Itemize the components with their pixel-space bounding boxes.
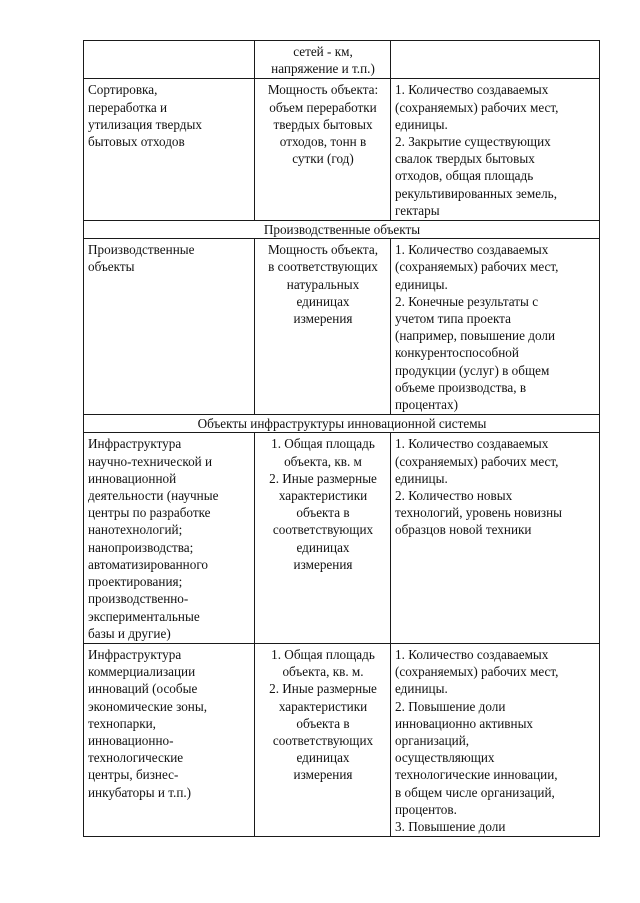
cell-text-line: центры по разработке (88, 505, 211, 521)
cell-text-line: базы и другие) (88, 625, 171, 641)
capacity-cell (255, 433, 391, 643)
cell-text-line: единицы. (395, 116, 448, 132)
cell-text-line: инновационно активных (395, 715, 534, 731)
cell-text-line: единицах (296, 293, 350, 309)
cell-text-line: деятельности (научные (88, 488, 219, 504)
cell-text-line: организаций, (395, 732, 470, 748)
cell-text-line: инкубаторы и т.п.) (88, 784, 192, 800)
cell-text-line: измерения (293, 556, 353, 572)
cell-text-line: объекты (88, 259, 135, 275)
cell-text-line: соответствующих (272, 522, 374, 538)
cell-text-line: образцов новой техники (395, 522, 532, 538)
cell-text-line: 1. Количество создаваемых (395, 82, 549, 98)
cell-text-line: Сортировка, (88, 82, 158, 98)
cell-text-line: Мощность объекта, (267, 242, 378, 258)
cell-text-line: характеристики (278, 698, 368, 714)
cell-text-line: автоматизированного (88, 556, 209, 572)
table-row (84, 41, 600, 79)
capacity-cell (255, 41, 391, 79)
cell-text-line: (сохраняемых) рабочих мест, (395, 259, 559, 275)
table-body (84, 41, 600, 837)
cell-text-line: напряжение и т.п.) (271, 61, 375, 77)
cell-text-line: 1. Общая площадь (271, 436, 375, 452)
cell-text-line: нанопроизводства; (88, 539, 194, 555)
cell-text-line: процентах) (395, 397, 458, 413)
cell-text-line: единицы. (395, 276, 448, 292)
cell-text-line: Инфраструктура (88, 436, 182, 452)
table-row (84, 239, 600, 415)
section-header-row (84, 221, 600, 239)
cell-text-line: в соответствующих (268, 259, 378, 275)
cell-text-line: (например, повышение доли (395, 328, 556, 344)
cell-text-line: Производственные (88, 242, 195, 258)
cell-text-line: отходов, тонн в (279, 134, 367, 150)
cell-text-line: рекультивированных земель, (395, 185, 557, 201)
object-type-cell (84, 433, 255, 643)
cell-text-line: коммерциализации (88, 664, 196, 680)
cell-text-line: бытовых отходов (88, 134, 185, 150)
cell-text-line: единицы. (395, 470, 448, 486)
cell-text-line: научно-технической и (88, 453, 213, 469)
cell-text-line: в общем числе организаций, (395, 784, 555, 800)
cell-text-line: объеме производства, в (395, 379, 527, 395)
table-row (84, 79, 600, 221)
cell-text-line: экономические зоны, (88, 698, 208, 714)
results-cell (391, 643, 600, 836)
cell-text-line: натуральных (286, 276, 360, 292)
cell-text-line: единицах (296, 750, 350, 766)
capacity-cell (255, 79, 391, 221)
cell-text-line: 2. Иные размерные (269, 681, 377, 697)
cell-text-line: (сохраняемых) рабочих мест, (395, 664, 559, 680)
cell-text-line: гектары (395, 202, 440, 218)
cell-text-line: единицы. (395, 681, 448, 697)
capacity-cell (255, 239, 391, 415)
cell-text-line: сутки (год) (292, 151, 354, 167)
cell-text-line: 3. Повышение доли (395, 818, 506, 834)
cell-text-line: измерения (293, 767, 353, 783)
cell-text-line: 1. Количество создаваемых (395, 436, 549, 452)
capacity-cell (255, 643, 391, 836)
cell-text-line: проектирования; (88, 574, 183, 590)
cell-text-line: инноваций (особые (88, 681, 198, 697)
cell-text-line: конкурентоспособной (395, 345, 519, 361)
cell-text-line: характеристики (278, 488, 368, 504)
section-header-row (84, 415, 600, 433)
cell-text-line: объекта, кв. м (284, 453, 362, 469)
cell-text-line: 2. Количество новых (395, 488, 513, 504)
object-type-cell (84, 643, 255, 836)
cell-text-line: переработка и (88, 99, 168, 115)
results-cell (391, 41, 600, 79)
cell-text-line: инновационной (88, 470, 177, 486)
cell-text-line: 2. Повышение доли (395, 698, 506, 714)
cell-text-line: 2. Иные размерные (269, 470, 377, 486)
cell-text-line: экспериментальные (88, 608, 200, 624)
cell-text-line: объекта в (296, 505, 350, 521)
cell-text-line: технологические инновации, (395, 767, 558, 783)
cell-text-line: инновационно- (88, 732, 174, 748)
cell-text-line: нанотехнологий; (88, 522, 183, 538)
cell-text-line: технологические (88, 750, 184, 766)
table-row (84, 433, 600, 643)
cell-text-line: соответствующих (272, 732, 374, 748)
cell-text-line: осуществляющих (395, 750, 495, 766)
cell-text-line: технопарки, (88, 715, 156, 731)
cell-text-line: 1. Общая площадь (271, 646, 375, 662)
cell-text-line: утилизация твердых (88, 116, 202, 132)
section-title: Производственные объекты (84, 221, 600, 239)
cell-text-line: 1. Количество создаваемых (395, 646, 549, 662)
cell-text-line: (сохраняемых) рабочих мест, (395, 453, 559, 469)
cell-text-line: объекта, кв. м. (282, 664, 364, 680)
cell-text-line: свалок твердых бытовых (395, 151, 535, 167)
cell-text-line: 1. Количество создаваемых (395, 242, 549, 258)
results-cell (391, 79, 600, 221)
section-title: Объекты инфраструктуры инновационной системы (84, 415, 600, 433)
cell-text-line: Мощность объекта: (267, 82, 379, 98)
cell-text-line: 2. Закрытие существующих (395, 134, 551, 150)
cell-text-line: Инфраструктура (88, 646, 182, 662)
results-cell (391, 239, 600, 415)
results-cell (391, 433, 600, 643)
object-type-cell (84, 239, 255, 415)
cell-text-line: производственно- (88, 591, 189, 607)
cell-text-line: объекта в (296, 715, 350, 731)
indicators-table (83, 40, 600, 837)
object-type-cell (84, 41, 255, 79)
cell-text-line: единицах (296, 539, 350, 555)
cell-text-line: отходов, общая площадь (395, 168, 534, 184)
table-row (84, 643, 600, 836)
cell-text-line: (сохраняемых) рабочих мест, (395, 99, 559, 115)
cell-text-line: твердых бытовых (273, 116, 373, 132)
cell-text-line: 2. Конечные результаты с (395, 293, 539, 309)
object-type-cell (84, 79, 255, 221)
cell-text-line: объем переработки (269, 99, 377, 115)
cell-text-line: учетом типа проекта (395, 311, 511, 327)
cell-text-line: сетей - км, (293, 44, 353, 59)
cell-text-line: центры, бизнес- (88, 767, 179, 783)
cell-text-line: технологий, уровень новизны (395, 505, 563, 521)
cell-text-line: процентов. (395, 801, 457, 817)
cell-text-line: продукции (услуг) в общем (395, 362, 550, 378)
cell-text-line: измерения (293, 311, 353, 327)
